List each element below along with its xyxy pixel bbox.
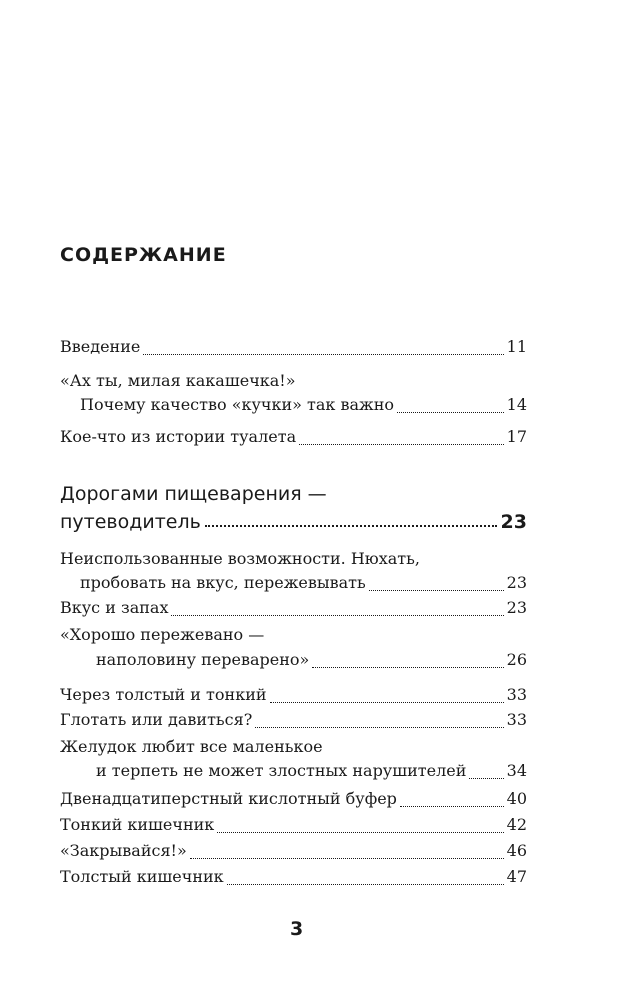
toc-entry-text: Глотать или давиться? <box>60 710 253 729</box>
toc-entry-text: «Закрывайся!» <box>60 841 187 860</box>
toc-leader-dots <box>369 590 504 591</box>
toc-entry-page: 23 <box>506 598 527 617</box>
toc-entry-page: 34 <box>506 761 527 780</box>
toc-entry-text: Двенадцатиперстный кислотный буфер <box>60 789 397 808</box>
toc-leader-dots <box>143 354 503 355</box>
toc-entry[interactable] <box>60 710 527 734</box>
toc-entry-text: Вкус и запах <box>60 598 169 617</box>
toc-entry-text-line1[interactable]: «Хорошо пережевано — <box>60 625 265 644</box>
toc-entry-page: 46 <box>506 841 527 860</box>
toc-entry-text: Кое-что из истории туалета <box>60 427 297 446</box>
toc-entry[interactable] <box>60 337 527 361</box>
toc-entry[interactable] <box>60 815 527 839</box>
toc-entry-page: 26 <box>506 650 527 669</box>
toc-entry-page: 11 <box>506 337 527 356</box>
footer-page-number: 3 <box>290 918 304 940</box>
toc-entry-text: Тонкий кишечник <box>60 815 215 834</box>
toc-section-heading-line1[interactable]: Дорогами пищеварения — <box>60 483 327 505</box>
toc-leader-dots <box>205 525 497 527</box>
toc-entry[interactable] <box>60 427 527 451</box>
toc-entry-text-line2: и терпеть не может злостных нарушителей <box>96 761 467 780</box>
toc-leader-dots <box>299 444 504 445</box>
toc-leader-dots <box>312 667 503 668</box>
toc-entry[interactable] <box>60 789 527 813</box>
toc-entry-text-line1[interactable]: Неиспользованные возможности. Нюхать, <box>60 549 420 568</box>
toc-leader-dots <box>171 615 503 616</box>
toc-entry-text-line2: Почему качество «кучки» так важно <box>80 395 395 414</box>
toc-entry-page: 42 <box>506 815 527 834</box>
toc-entry-text: Введение <box>60 337 141 356</box>
toc-entry-text-line1[interactable]: Желудок любит все маленькое <box>60 737 323 756</box>
toc-leader-dots <box>469 778 503 779</box>
toc-leader-dots <box>217 832 503 833</box>
toc-section-page: 23 <box>500 511 527 533</box>
toc-entry-page: 47 <box>506 867 527 886</box>
toc-entry-text-line2: наполовину переварено» <box>96 650 310 669</box>
toc-entry[interactable] <box>60 685 527 709</box>
toc-entry-page: 33 <box>506 685 527 704</box>
toc-entry-page: 23 <box>506 573 527 592</box>
toc-section-heading-line2: путеводитель <box>60 511 201 533</box>
toc-entry[interactable] <box>96 761 527 785</box>
toc-entry-text: Через толстый и тонкий <box>60 685 267 704</box>
toc-entry[interactable] <box>60 841 527 865</box>
toc-entry-page: 40 <box>506 789 527 808</box>
toc-entry-text-line2: пробовать на вкус, пережевывать <box>80 573 366 592</box>
toc-entry[interactable] <box>80 395 527 419</box>
toc-leader-dots <box>227 884 504 885</box>
toc-entry-text-line1[interactable]: «Ах ты, милая какашечка!» <box>60 371 296 390</box>
toc-leader-dots <box>397 412 504 413</box>
toc-leader-dots <box>400 806 504 807</box>
toc-leader-dots <box>270 702 504 703</box>
toc-entry-page: 17 <box>506 427 527 446</box>
toc-entry[interactable] <box>80 573 527 597</box>
toc-section-heading[interactable] <box>60 511 527 533</box>
toc-entry[interactable] <box>60 598 527 622</box>
toc-entry-text: Толстый кишечник <box>60 867 224 886</box>
toc-leader-dots <box>255 727 503 728</box>
toc-entry[interactable] <box>60 867 527 891</box>
toc-leader-dots <box>190 858 504 859</box>
page-title: СОДЕРЖАНИЕ <box>60 244 227 266</box>
toc-entry-page: 14 <box>506 395 527 414</box>
toc-entry[interactable] <box>96 650 527 674</box>
toc-entry-page: 33 <box>506 710 527 729</box>
